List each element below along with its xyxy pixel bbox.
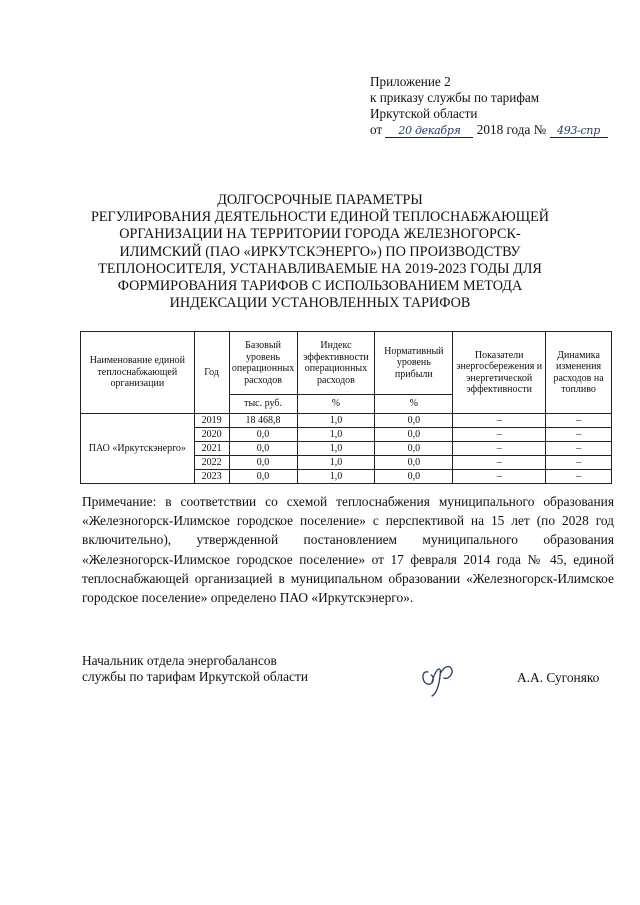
table-row	[81, 414, 612, 428]
cell-energy: –	[453, 442, 546, 456]
title-line: РЕГУЛИРОВАНИЯ ДЕЯТЕЛЬНОСТИ ЕДИНОЙ ТЕПЛОСНАБЖАЮЩЕЙ	[90, 209, 549, 226]
cell-index: 1,0	[297, 442, 375, 456]
appendix-header	[370, 74, 630, 138]
cell-profit: 0,0	[375, 428, 453, 442]
handwritten-signature-icon	[416, 656, 460, 700]
header-org: Наименование единой теплоснабжающей организации	[81, 332, 195, 414]
cell-index: 1,0	[297, 428, 375, 442]
title-line: ТЕПЛОНОСИТЕЛЯ, УСТАНАВЛИВАЕМЫЕ НА 2019-2023 ГОДЫ ДЛЯ	[98, 260, 542, 277]
cell-fuel: –	[546, 428, 612, 442]
note-paragraph: Примечание: в соответствии со схемой теплоснабжения муниципального образования «Железногорск-Илимское городское поселение» с перспективой на 15 лет (по 2028 год включительно), утвержденной постановлением муниципального образования «Железногорск-Илимское городское поселение» от 17 февраля 2014 года № 45, единой теплоснабжающей организацией в муниципальном образовании «Железногорск-Илимское городское поселение» определено ПАО «Иркутскэнерго».	[82, 494, 614, 606]
cell-energy: –	[453, 428, 546, 442]
header-year: Год	[194, 332, 229, 414]
cell-fuel: –	[546, 442, 612, 456]
position-line-2: службы по тарифам Иркутской области	[82, 669, 308, 684]
cell-year: 2019	[194, 414, 229, 428]
position-line-1: Начальник отдела энергобалансов	[82, 653, 277, 668]
title-line: ДОЛГОСРОЧНЫЕ ПАРАМЕТРЫ	[217, 192, 423, 208]
signatory-name: А.А. Сугоняко	[517, 670, 600, 685]
from-label: от	[370, 122, 383, 137]
cell-index: 1,0	[297, 414, 375, 428]
appendix-line-3: Иркутской области	[370, 106, 478, 121]
header-profit: Нормативный уровень прибыли	[375, 332, 453, 395]
cell-base: 0,0	[229, 442, 297, 456]
cell-fuel: –	[546, 414, 612, 428]
cell-base: 0,0	[229, 428, 297, 442]
unit-profit: %	[375, 395, 453, 414]
header-energy: Показатели энергосбережения и энергетической эффективности	[453, 332, 546, 414]
table-header-row	[81, 332, 612, 395]
parameters-table	[80, 331, 612, 484]
title-line: ФОРМИРОВАНИЯ ТАРИФОВ С ИСПОЛЬЗОВАНИЕМ МЕТОДА	[117, 278, 523, 295]
title-line: ИЛИМСКИЙ (ПАО «ИРКУТСКЭНЕРГО») ПО ПРОИЗВОДСТВУ	[119, 243, 521, 260]
cell-energy: –	[453, 470, 546, 484]
unit-index: %	[297, 395, 375, 414]
cell-year: 2021	[194, 442, 229, 456]
cell-profit: 0,0	[375, 442, 453, 456]
handwritten-date: 20 декабря	[385, 124, 473, 138]
title-line: ИНДЕКСАЦИИ УСТАНОВЛЕННЫХ ТАРИФОВ	[169, 295, 471, 312]
year-label: 2018 года №	[476, 122, 547, 137]
appendix-date-line	[370, 122, 630, 138]
cell-energy: –	[453, 414, 546, 428]
header-fuel: Динамика изменения расходов на топливо	[546, 332, 612, 414]
handwritten-number: 493-спр	[550, 124, 608, 138]
cell-base: 0,0	[229, 470, 297, 484]
cell-base: 18 468,8	[229, 414, 297, 428]
appendix-line-1: Приложение 2	[370, 74, 451, 89]
cell-fuel: –	[546, 456, 612, 470]
cell-energy: –	[453, 456, 546, 470]
cell-year: 2023	[194, 470, 229, 484]
cell-year: 2022	[194, 456, 229, 470]
document-title	[60, 192, 580, 312]
cell-fuel: –	[546, 470, 612, 484]
title-line: ОРГАНИЗАЦИИ НА ТЕРРИТОРИИ ГОРОДА ЖЕЛЕЗНОГОРСК-	[119, 226, 521, 243]
unit-base: тыс. руб.	[229, 395, 297, 414]
cell-profit: 0,0	[375, 470, 453, 484]
cell-index: 1,0	[297, 456, 375, 470]
cell-year: 2020	[194, 428, 229, 442]
cell-profit: 0,0	[375, 456, 453, 470]
header-index: Индекс эффективности операционных расходов	[297, 332, 375, 395]
header-base: Базовый уровень операционных расходов	[229, 332, 297, 395]
cell-base: 0,0	[229, 456, 297, 470]
org-name-cell: ПАО «Иркутскэнерго»	[81, 414, 195, 484]
appendix-line-2: к приказу службы по тарифам	[370, 90, 540, 105]
signatory-position	[82, 653, 308, 685]
cell-index: 1,0	[297, 470, 375, 484]
cell-profit: 0,0	[375, 414, 453, 428]
